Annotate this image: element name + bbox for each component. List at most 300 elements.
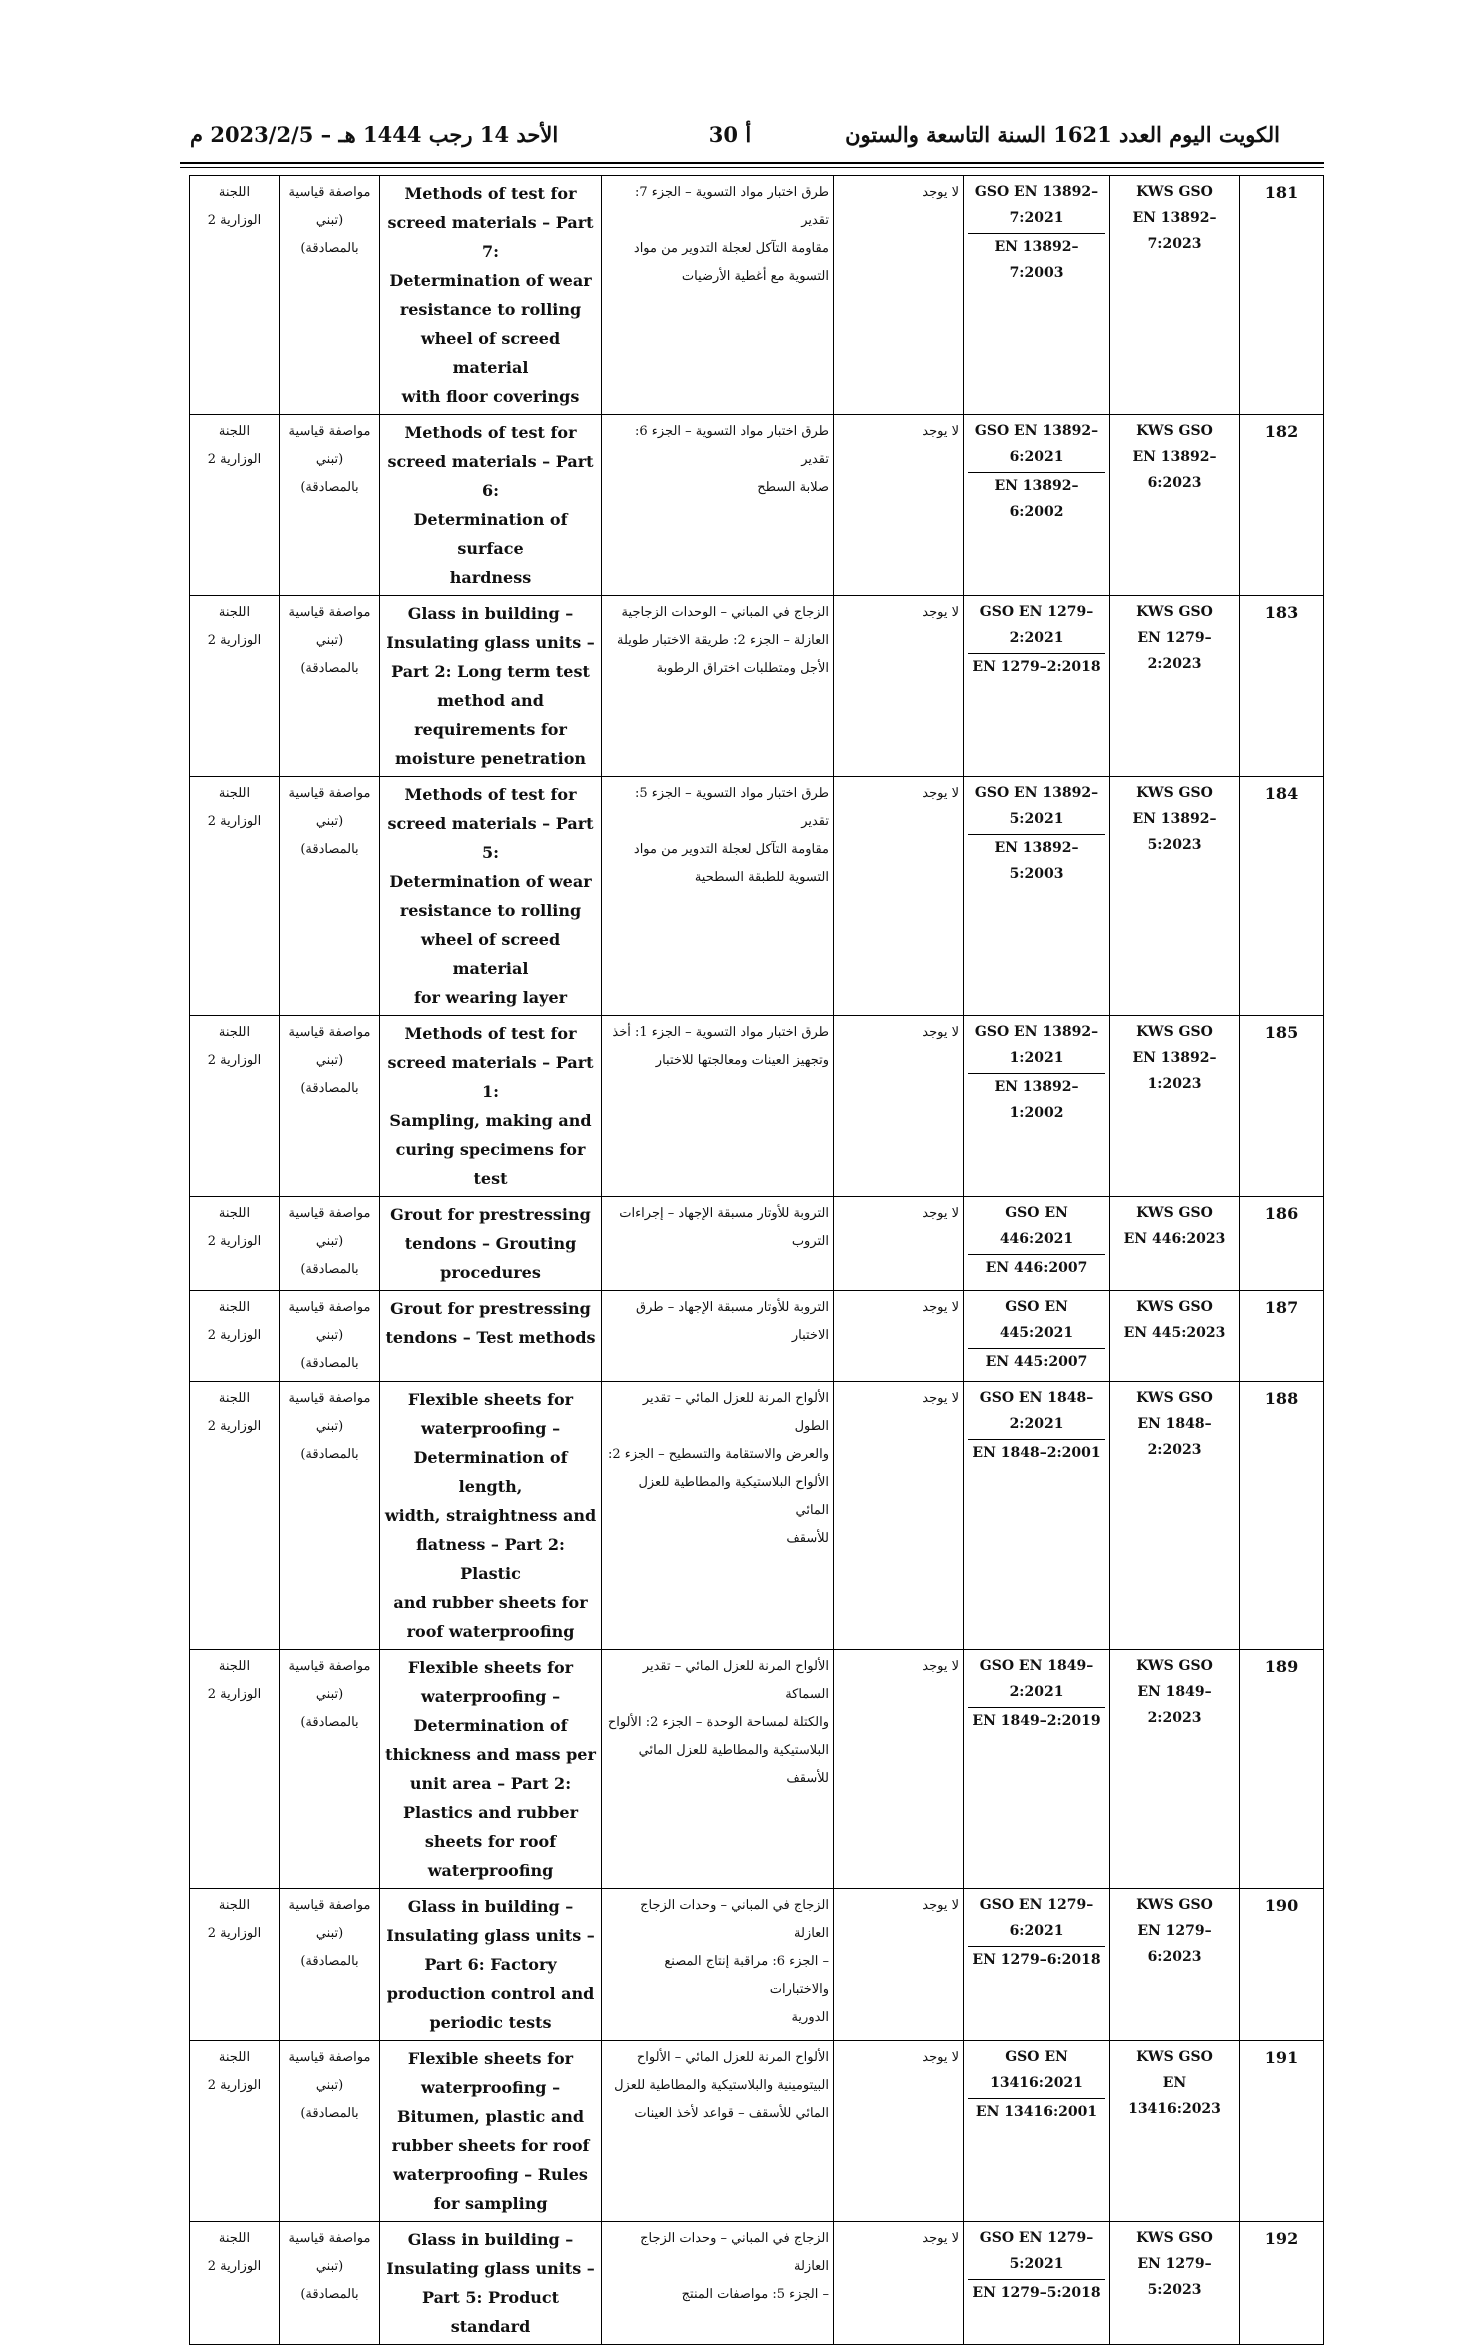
english-title-line: Insulating glass units – [386, 1926, 595, 1945]
standard-type-cell [280, 1889, 380, 2041]
english-title-line: Glass in building – [407, 604, 574, 623]
standard-type-text: بالمصادقة) [300, 842, 359, 857]
gso-standard-line: GSO EN 13892– [974, 184, 1099, 200]
arabic-title-cell [602, 2222, 834, 2345]
kws-standard-cell [1110, 1650, 1240, 1889]
en-standard-line: EN 13892– [994, 239, 1079, 255]
kws-standard-line: EN [1162, 2075, 1187, 2091]
committee-cell [190, 1197, 280, 1291]
gso-standard-line: 5:2021 [1009, 811, 1064, 827]
arabic-title-line: الألواح البلاستيكية والمطاطية للعزل المائي [638, 1475, 829, 1518]
kws-standard-line: EN 13892– [1132, 449, 1217, 465]
replaced-standard-cell: لا يوجد [834, 1197, 964, 1291]
committee-text: الوزارية 2 [207, 1234, 262, 1249]
kws-standard-line: KWS GSO [1136, 604, 1213, 620]
arabic-title-line: والعرض والاستقامة والتسطيح – الجزء 2: [607, 1447, 829, 1462]
standard-type-text: بالمصادقة) [300, 480, 359, 495]
english-title-line: width, straightness and [384, 1506, 597, 1525]
header-date: الأحد 14 رجب 1444 هـ – 2023/2/5 م [190, 122, 559, 147]
standard-type-cell [280, 777, 380, 1016]
standard-type-text: (تبني [315, 1234, 344, 1249]
replaced-standard-cell: لا يوجد [834, 2041, 964, 2222]
standard-type-text: مواصفة قياسية [288, 1391, 371, 1406]
standard-type-cell [280, 2041, 380, 2222]
committee-cell [190, 1650, 280, 1889]
standard-type-text: (تبني [315, 1926, 344, 1941]
gso-standard-line: GSO EN 13892– [974, 423, 1099, 439]
english-title-cell [380, 596, 602, 777]
kws-standard-line: KWS GSO [1136, 2049, 1213, 2065]
gso-standard-line: 446:2021 [999, 1231, 1074, 1247]
english-title-cell [380, 1016, 602, 1197]
english-title-line: tendons – Grouting [404, 1234, 577, 1253]
english-title-line: for wearing layer [413, 988, 568, 1007]
kws-standard-line: KWS GSO [1136, 1390, 1213, 1406]
kws-standard-line: 6:2023 [1147, 1949, 1202, 1965]
kws-standard-line: KWS GSO [1136, 1024, 1213, 1040]
committee-cell [190, 176, 280, 415]
gso-standard [968, 1385, 1105, 1439]
kws-standard-line: KWS GSO [1136, 1205, 1213, 1221]
replaced-standard-cell: لا يوجد [834, 1889, 964, 2041]
gso-reference-cell [964, 1197, 1110, 1291]
english-title-line: Flexible sheets for [407, 1390, 574, 1409]
standard-type-cell [280, 1650, 380, 1889]
english-title-cell [380, 2041, 602, 2222]
gso-reference-cell [964, 1889, 1110, 2041]
kws-standard-cell [1110, 777, 1240, 1016]
table-row [190, 1382, 1324, 1650]
kws-standard-line: EN 13892– [1132, 811, 1217, 827]
english-title-line: rubber sheets for roof [391, 2136, 590, 2155]
english-title-cell [380, 2222, 602, 2345]
header-page-number: أ 30 [708, 122, 752, 147]
kws-standard-cell [1110, 596, 1240, 777]
gso-reference-cell [964, 176, 1110, 415]
standard-type-text: مواصفة قياسية [288, 424, 371, 439]
arabic-title-line: التروبة للأوتار مسبقة الإجهاد – إجراءات [619, 1206, 829, 1221]
english-title-line: Methods of test for [404, 184, 577, 203]
standard-type-text: بالمصادقة) [300, 241, 359, 256]
en-standard-line: EN 1848–2:2001 [972, 1445, 1101, 1461]
row-number: 191 [1240, 2041, 1324, 2222]
english-title-cell [380, 1291, 602, 1382]
english-title-line: Flexible sheets for [407, 2049, 574, 2068]
english-title-line: wheel of screed material [420, 930, 561, 978]
committee-text: الوزارية 2 [207, 1419, 262, 1434]
en-standard [968, 472, 1105, 525]
arabic-title-line: وتجهيز العينات ومعالجتها للاختبار [655, 1053, 829, 1068]
replaced-standard-cell: لا يوجد [834, 415, 964, 596]
english-title-line: Determination of [413, 1716, 568, 1735]
arabic-title-cell [602, 1889, 834, 2041]
standard-type-text: بالمصادقة) [300, 1081, 359, 1096]
gso-standard [968, 1200, 1105, 1254]
english-title-line: Part 2: Long term test [391, 662, 590, 681]
arabic-title-cell [602, 415, 834, 596]
kws-standard-line: 5:2023 [1147, 837, 1202, 853]
standard-type-text: مواصفة قياسية [288, 786, 371, 801]
arabic-title-line: البلاستيكية والمطاطية للعزل المائي للأسقف [638, 1743, 829, 1786]
english-title-line: requirements for [414, 720, 567, 739]
committee-text: اللجنة [218, 2050, 251, 2065]
gso-standard [968, 2225, 1105, 2279]
english-title-line: waterproofing – [420, 2078, 561, 2097]
row-number: 187 [1240, 1291, 1324, 1382]
arabic-title-cell [602, 1382, 834, 1650]
gso-reference-cell [964, 596, 1110, 777]
english-title-cell [380, 1889, 602, 2041]
kws-standard-line: EN 1849– [1137, 1684, 1212, 1700]
kws-standard-line: KWS GSO [1136, 1658, 1213, 1674]
gso-standard [968, 780, 1105, 834]
kws-standard-line: EN 1848– [1137, 1416, 1212, 1432]
arabic-title-line: المائي للأسقف – قواعد لأخذ العينات [634, 2106, 829, 2121]
standards-table [189, 175, 1324, 2345]
kws-standard-line: KWS GSO [1136, 423, 1213, 439]
arabic-title-line: والكتلة لمساحة الوحدة – الجزء 2: الألواح [607, 1715, 829, 1730]
gso-standard-line: GSO EN 13892– [974, 785, 1099, 801]
standard-type-text: (تبني [315, 2078, 344, 2093]
en-standard [968, 233, 1105, 286]
committee-cell [190, 2041, 280, 2222]
standard-type-cell [280, 176, 380, 415]
en-standard-line: EN 445:2007 [985, 1354, 1088, 1370]
arabic-title-line: التروبة للأوتار مسبقة الإجهاد – طرق [636, 1300, 829, 1315]
gso-standard-line: 2:2021 [1009, 630, 1064, 646]
en-standard-line: 6:2002 [1009, 504, 1064, 520]
english-title-line: screed materials – Part 5: [387, 814, 594, 862]
committee-text: الوزارية 2 [207, 2259, 262, 2274]
gso-standard [968, 1294, 1105, 1348]
committee-text: اللجنة [218, 1206, 251, 1221]
english-title-line: Methods of test for [404, 423, 577, 442]
standard-type-cell [280, 1382, 380, 1650]
english-title-line: screed materials – Part 1: [387, 1053, 594, 1101]
committee-cell [190, 1016, 280, 1197]
arabic-title-cell [602, 777, 834, 1016]
arabic-title-line: الدورية [791, 2010, 829, 2025]
gso-standard-line: 6:2021 [1009, 1923, 1064, 1939]
standard-type-text: (تبني [315, 213, 344, 228]
kws-standard-line: EN 1279– [1137, 630, 1212, 646]
committee-text: الوزارية 2 [207, 633, 262, 648]
table-row [190, 1016, 1324, 1197]
en-standard-line: EN 446:2007 [985, 1260, 1088, 1276]
en-standard-line: EN 13416:2001 [975, 2104, 1098, 2120]
standard-type-cell [280, 1016, 380, 1197]
gso-standard-line: GSO EN 1279– [979, 1897, 1094, 1913]
gso-standard [968, 179, 1105, 233]
gso-standard [968, 418, 1105, 472]
english-title-line: Determination of surface [413, 510, 568, 558]
kws-standard-line: 7:2023 [1147, 236, 1202, 252]
standard-type-text: مواصفة قياسية [288, 1898, 371, 1913]
kws-standard-line: EN 1279– [1137, 1923, 1212, 1939]
standard-type-text: بالمصادقة) [300, 1715, 359, 1730]
english-title-cell [380, 1650, 602, 1889]
table-body [190, 176, 1324, 2345]
arabic-title-line: العازلة – الجزء 2: طريقة الاختبار طويلة [616, 633, 829, 648]
replaced-standard-cell: لا يوجد [834, 1291, 964, 1382]
english-title-cell [380, 777, 602, 1016]
english-title-line: Glass in building – [407, 2230, 574, 2249]
standard-type-text: (تبني [315, 1419, 344, 1434]
kws-standard-cell [1110, 1291, 1240, 1382]
english-title-line: periodic tests [429, 2013, 552, 2032]
kws-standard-line: 5:2023 [1147, 2282, 1202, 2298]
standard-type-text: (تبني [315, 2259, 344, 2274]
english-title-line: waterproofing [427, 1861, 554, 1880]
committee-text: اللجنة [218, 1300, 251, 1315]
gso-standard-line: 6:2021 [1009, 449, 1064, 465]
gso-standard [968, 599, 1105, 653]
row-number: 183 [1240, 596, 1324, 777]
gso-standard-line: GSO EN [1005, 1299, 1068, 1315]
en-standard [968, 2279, 1105, 2306]
gso-standard-line: 1:2021 [1009, 1050, 1064, 1066]
english-title-line: Bitumen, plastic and [396, 2107, 585, 2126]
committee-cell [190, 1291, 280, 1382]
kws-standard-line: 13416:2023 [1128, 2101, 1221, 2117]
standard-type-text: (تبني [315, 1053, 344, 1068]
gso-standard-line: GSO EN 1279– [979, 2230, 1094, 2246]
replaced-standard-cell: لا يوجد [834, 2222, 964, 2345]
arabic-title-line: مقاومة التآكل لعجلة التدوير من مواد [633, 241, 829, 256]
row-number: 184 [1240, 777, 1324, 1016]
en-standard-line: 5:2003 [1009, 866, 1064, 882]
english-title-line: waterproofing – [420, 1687, 561, 1706]
gso-reference-cell [964, 1291, 1110, 1382]
committee-cell [190, 1889, 280, 2041]
committee-text: اللجنة [218, 1391, 251, 1406]
replaced-standard-cell: لا يوجد [834, 596, 964, 777]
en-standard [968, 653, 1105, 680]
arabic-title-line: الألواح المرنة للعزل المائي – الألواح [636, 2050, 829, 2065]
standard-type-text: مواصفة قياسية [288, 2050, 371, 2065]
en-standard [968, 2098, 1105, 2125]
english-title-line: Plastics and rubber [402, 1803, 579, 1822]
kws-standard-cell [1110, 1197, 1240, 1291]
committee-text: اللجنة [218, 1659, 251, 1674]
row-number: 182 [1240, 415, 1324, 596]
english-title-line: tendons – Test methods [385, 1328, 596, 1347]
kws-standard-line: KWS GSO [1136, 785, 1213, 801]
gso-reference-cell [964, 2222, 1110, 2345]
standard-type-text: بالمصادقة) [300, 661, 359, 676]
english-title-cell [380, 1382, 602, 1650]
standard-type-text: مواصفة قياسية [288, 1659, 371, 1674]
kws-standard-line: EN 13892– [1132, 1050, 1217, 1066]
kws-standard-cell [1110, 2041, 1240, 2222]
kws-standard-cell [1110, 1016, 1240, 1197]
arabic-title-line: الزجاج في المباني – الوحدات الزجاجية [621, 605, 829, 620]
gso-standard-line: GSO EN [1005, 1205, 1068, 1221]
standard-type-text: (تبني [315, 1687, 344, 1702]
english-title-line: Grout for prestressing [390, 1205, 591, 1224]
arabic-title-line: طرق اختبار مواد التسوية – الجزء 7: تقدير [634, 185, 829, 228]
arabic-title-line: للأسقف [786, 1531, 829, 1546]
gso-reference-cell [964, 777, 1110, 1016]
standard-type-text: مواصفة قياسية [288, 1206, 371, 1221]
row-number: 190 [1240, 1889, 1324, 2041]
kws-standard-cell [1110, 2222, 1240, 2345]
english-title-line: thickness and mass per [385, 1745, 596, 1764]
english-title-line: waterproofing – [420, 1419, 561, 1438]
standard-type-text: (تبني [315, 1328, 344, 1343]
english-title-line: hardness [449, 568, 532, 587]
kws-standard-line: KWS GSO [1136, 1299, 1213, 1315]
standard-type-text: بالمصادقة) [300, 1262, 359, 1277]
header-rule [180, 162, 1324, 164]
en-standard-line: 7:2003 [1009, 265, 1064, 281]
arabic-title-cell [602, 1197, 834, 1291]
arabic-title-line: الزجاج في المباني – وحدات الزجاج العازلة [640, 1898, 829, 1941]
gso-reference-cell [964, 1650, 1110, 1889]
committee-text: اللجنة [218, 185, 251, 200]
english-title-line: resistance to rolling [399, 901, 582, 920]
gso-standard [968, 1892, 1105, 1946]
gso-reference-cell [964, 415, 1110, 596]
kws-standard-line: KWS GSO [1136, 1897, 1213, 1913]
english-title-line: Methods of test for [404, 785, 577, 804]
en-standard [968, 834, 1105, 887]
kws-standard-line: KWS GSO [1136, 184, 1213, 200]
arabic-title-cell [602, 1291, 834, 1382]
standard-type-text: (تبني [315, 452, 344, 467]
gso-standard-line: 7:2021 [1009, 210, 1064, 226]
en-standard [968, 1946, 1105, 1973]
english-title-cell [380, 1197, 602, 1291]
arabic-title-cell [602, 1650, 834, 1889]
table-row [190, 176, 1324, 415]
english-title-line: Sampling, making and [389, 1111, 592, 1130]
standard-type-text: بالمصادقة) [300, 1447, 359, 1462]
english-title-line: resistance to rolling [399, 300, 582, 319]
english-title-line: Determination of wear [389, 271, 592, 290]
arabic-title-line: الألواح المرنة للعزل المائي – تقدير الطول [642, 1391, 829, 1434]
en-standard-line: EN 1279–2:2018 [972, 659, 1101, 675]
gso-standard-line: 2:2021 [1009, 1416, 1064, 1432]
en-standard-line: EN 13892– [994, 840, 1079, 856]
gso-standard-line: 13416:2021 [990, 2075, 1083, 2091]
english-title-line: method and [437, 691, 544, 710]
standard-type-text: (تبني [315, 633, 344, 648]
en-standard-line: EN 13892– [994, 478, 1079, 494]
table-row [190, 415, 1324, 596]
table-row [190, 1650, 1324, 1889]
table-row [190, 777, 1324, 1016]
table-row [190, 1889, 1324, 2041]
kws-standard-line: EN 13892– [1132, 210, 1217, 226]
standard-type-text: (تبني [315, 814, 344, 829]
gso-standard [968, 2044, 1105, 2098]
table-row [190, 1291, 1324, 1382]
row-number: 186 [1240, 1197, 1324, 1291]
english-title-line: waterproofing – Rules [393, 2165, 588, 2184]
committee-cell [190, 1382, 280, 1650]
standard-type-cell [280, 2222, 380, 2345]
gso-standard [968, 1019, 1105, 1073]
english-title-line: with floor coverings [401, 387, 580, 406]
english-title-cell [380, 176, 602, 415]
replaced-standard-cell: لا يوجد [834, 1382, 964, 1650]
gso-standard-line: 445:2021 [999, 1325, 1074, 1341]
arabic-title-cell [602, 2041, 834, 2222]
standard-type-text: بالمصادقة) [300, 1356, 359, 1371]
standard-type-text: بالمصادقة) [300, 2287, 359, 2302]
gso-reference-cell [964, 2041, 1110, 2222]
committee-text: اللجنة [218, 2231, 251, 2246]
header-rule-thin [180, 167, 1324, 168]
standard-type-text: بالمصادقة) [300, 1954, 359, 1969]
english-title-line: production control and [386, 1984, 595, 2003]
en-standard [968, 1254, 1105, 1281]
arabic-title-line: التسوية مع أغطية الأرضيات [681, 269, 829, 284]
english-title-line: for sampling [433, 2194, 548, 2213]
english-title-line: sheets for roof [424, 1832, 557, 1851]
committee-text: اللجنة [218, 605, 251, 620]
english-title-line: moisture penetration [394, 749, 587, 768]
committee-text: الوزارية 2 [207, 814, 262, 829]
row-number: 192 [1240, 2222, 1324, 2345]
table-row [190, 2041, 1324, 2222]
kws-standard-line: 1:2023 [1147, 1076, 1202, 1092]
arabic-title-line: – الجزء 6: مراقبة إنتاج المصنع والاختبارات [664, 1954, 829, 1997]
arabic-title-line: – الجزء 5: مواصفات المنتج [681, 2287, 829, 2302]
english-title-line: Insulating glass units – [386, 633, 595, 652]
gso-standard-line: GSO EN 1848– [979, 1390, 1094, 1406]
english-title-line: Methods of test for [404, 1024, 577, 1043]
en-standard [968, 1348, 1105, 1375]
english-title-line: Grout for prestressing [390, 1299, 591, 1318]
english-title-line: Determination of length, [413, 1448, 568, 1496]
kws-standard-cell [1110, 1889, 1240, 2041]
arabic-title-line: التروب [791, 1234, 829, 1249]
english-title-line: Glass in building – [407, 1897, 574, 1916]
english-title-line: Determination of wear [389, 872, 592, 891]
english-title-line: curing specimens for test [395, 1140, 586, 1188]
standard-type-text: مواصفة قياسية [288, 1300, 371, 1315]
kws-standard-cell [1110, 415, 1240, 596]
standard-type-cell [280, 596, 380, 777]
arabic-title-line: طرق اختبار مواد التسوية – الجزء 1: أخذ [612, 1025, 829, 1040]
standard-type-text: مواصفة قياسية [288, 1025, 371, 1040]
gso-standard-line: GSO EN 1279– [979, 604, 1094, 620]
english-title-cell [380, 415, 602, 596]
english-title-line: Flexible sheets for [407, 1658, 574, 1677]
english-title-line: procedures [440, 1263, 541, 1282]
gso-standard-line: GSO EN 13892– [974, 1024, 1099, 1040]
english-title-line: Insulating glass units – [386, 2259, 595, 2278]
en-standard [968, 1073, 1105, 1126]
committee-cell [190, 415, 280, 596]
committee-cell [190, 596, 280, 777]
arabic-title-cell [602, 596, 834, 777]
gso-reference-cell [964, 1382, 1110, 1650]
committee-text: الوزارية 2 [207, 1328, 262, 1343]
standard-type-cell [280, 1291, 380, 1382]
en-standard-line: 1:2002 [1009, 1105, 1064, 1121]
standard-type-text: بالمصادقة) [300, 2106, 359, 2121]
arabic-title-line: الأجل ومتطلبات اختراق الرطوبة [656, 661, 829, 676]
committee-text: الوزارية 2 [207, 1053, 262, 1068]
en-standard [968, 1439, 1105, 1466]
en-standard-line: EN 1849–2:2019 [972, 1713, 1101, 1729]
gso-standard-line: 5:2021 [1009, 2256, 1064, 2272]
committee-cell [190, 777, 280, 1016]
page-header [180, 118, 1280, 158]
